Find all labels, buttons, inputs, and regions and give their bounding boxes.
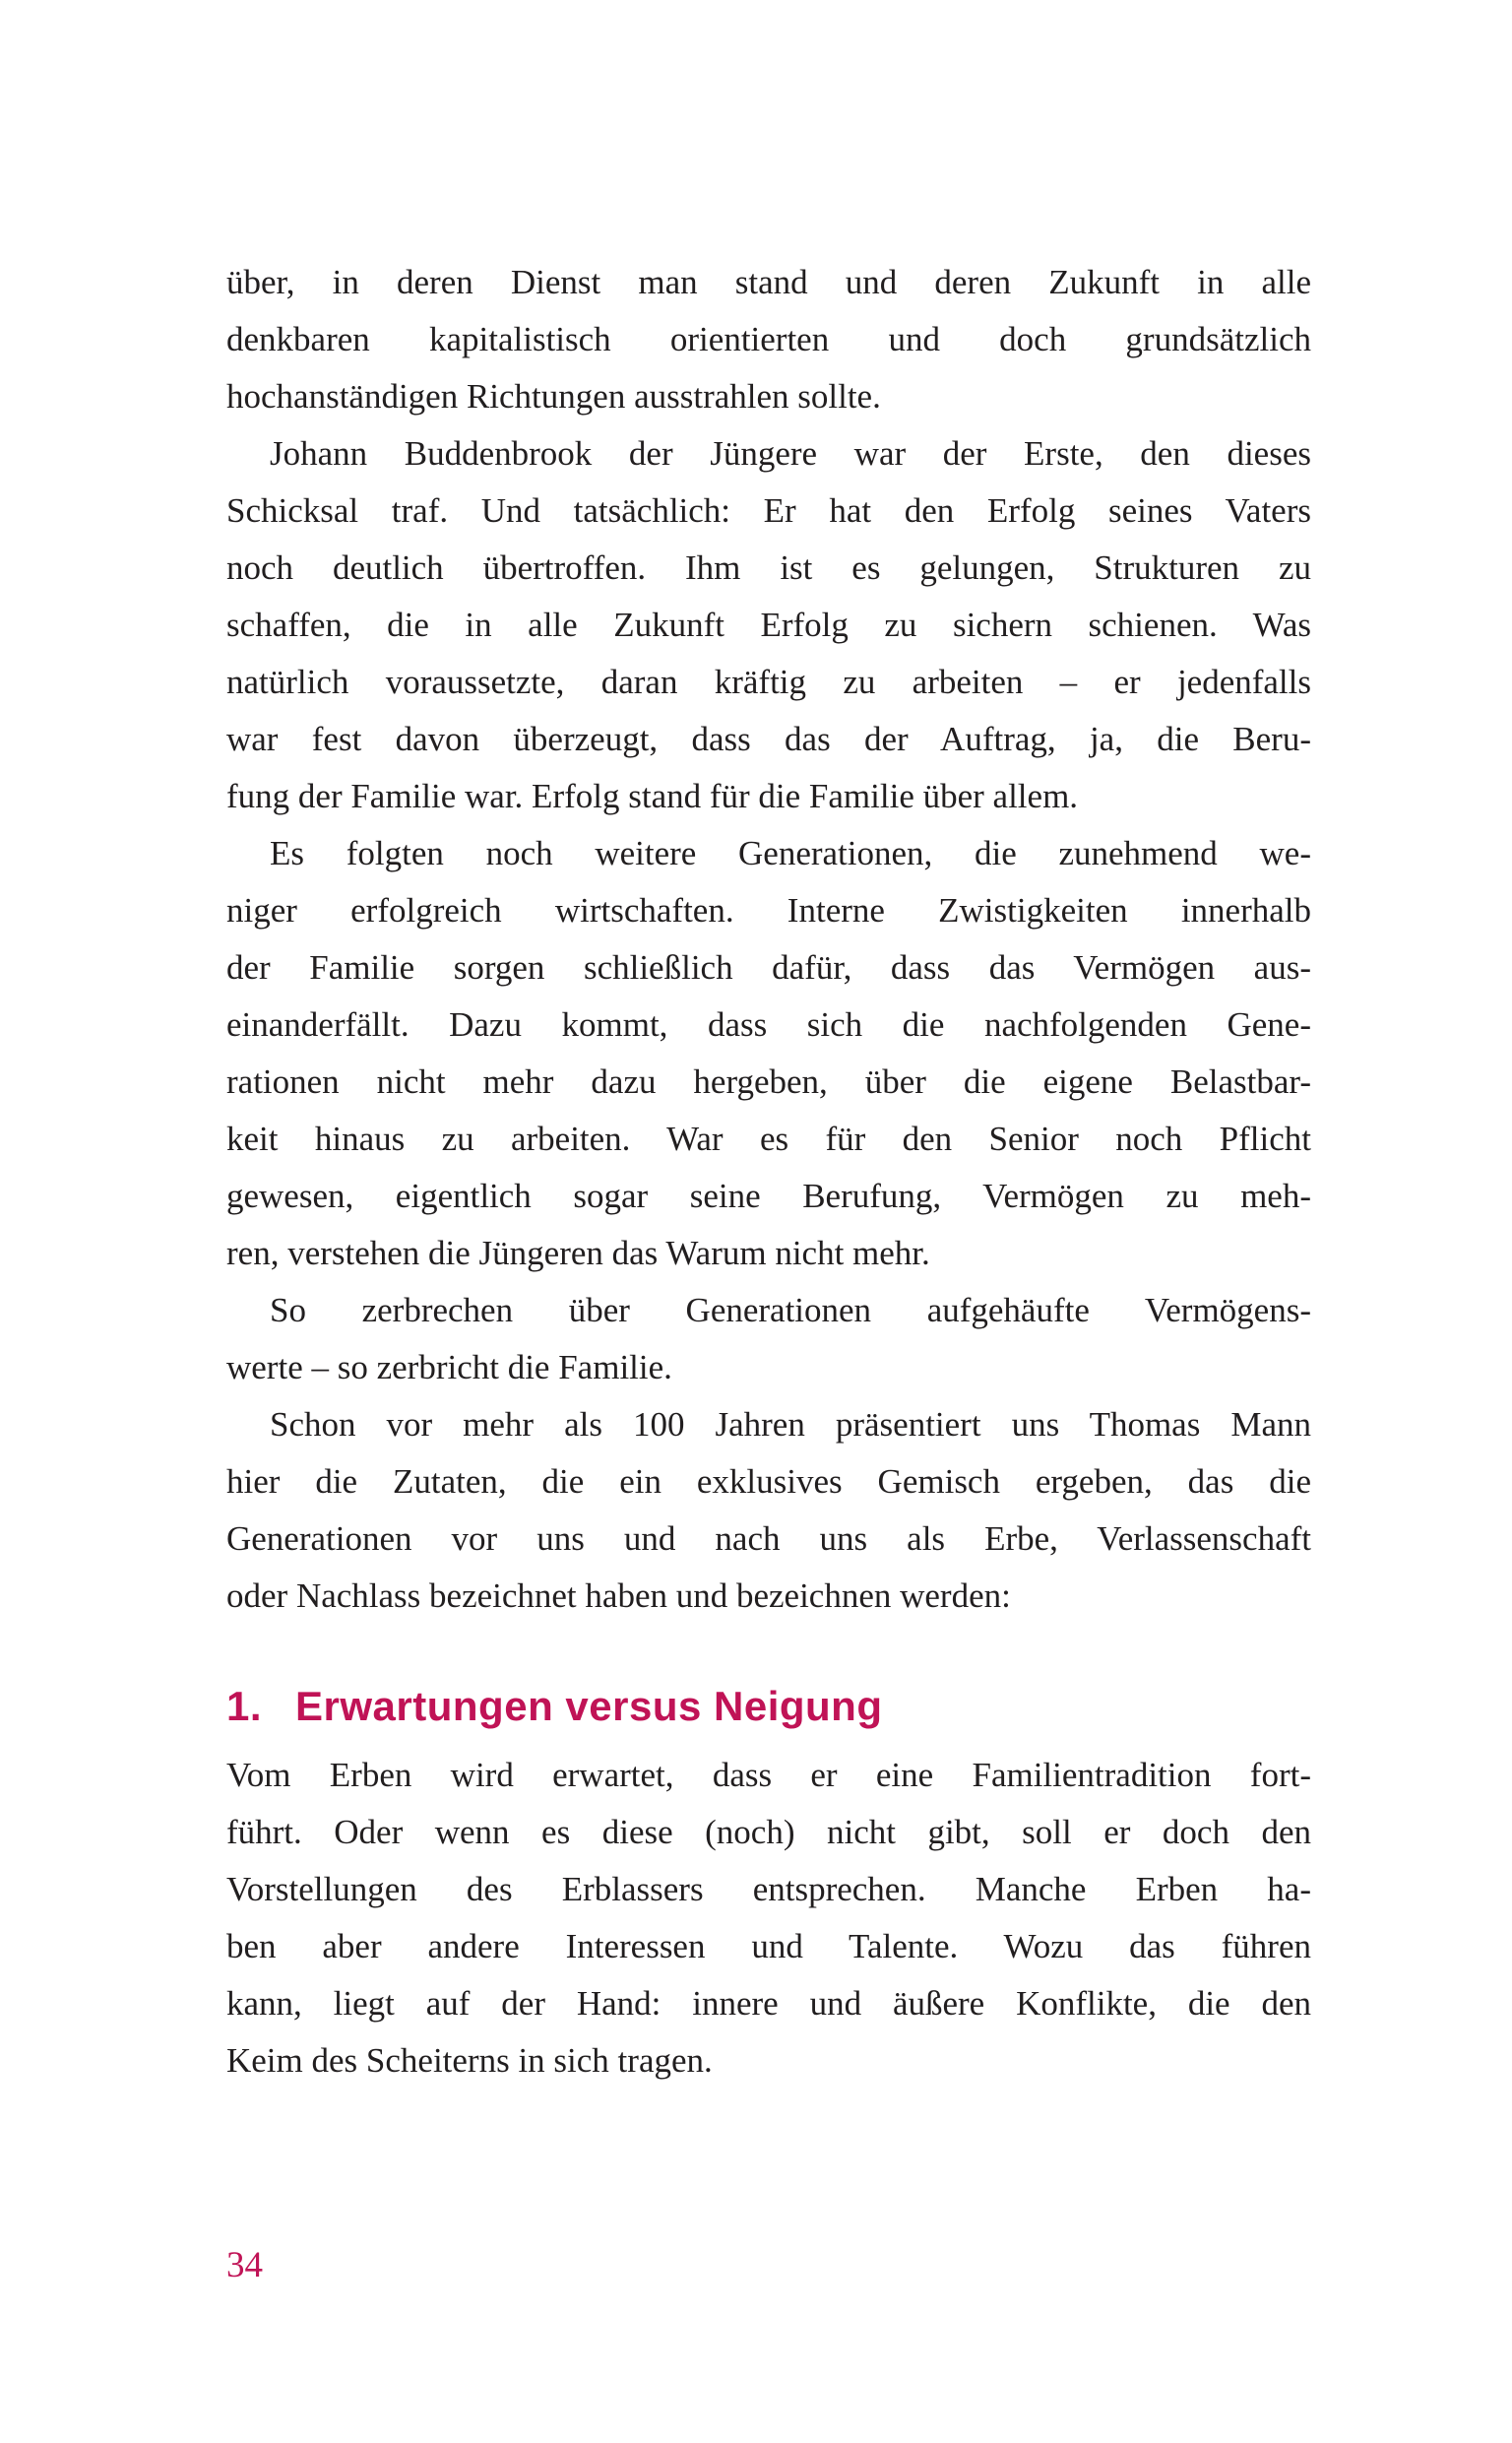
paragraph [226, 825, 1311, 1282]
text-line: oder Nachlass bezeichnet haben und bezeichnen werden: [226, 1576, 1011, 1615]
text-line: Keim des Scheiterns in sich tragen. [226, 2041, 713, 2080]
text-line: Vom Erben wird erwartet, dass er eine Familientradition fort- [226, 1756, 1311, 1794]
text-line: Schicksal traf. Und tatsächlich: Er hat den Erfolg seines Vaters [226, 491, 1311, 530]
text-line: führt. Oder wenn es diese (noch) nicht gibt, soll er doch den [226, 1813, 1311, 1851]
paragraph [226, 1396, 1311, 1625]
text-line: niger erfolgreich wirtschaften. Interne Zwistigkeiten innerhalb [226, 891, 1311, 930]
text-line: noch deutlich übertroffen. Ihm ist es gelungen, Strukturen zu [226, 548, 1311, 587]
text-line: Generationen vor uns und nach uns als Erbe, Verlassenschaft [226, 1519, 1311, 1558]
text-line: rationen nicht mehr dazu hergeben, über die eigene Belastbar- [226, 1062, 1311, 1101]
section-heading [226, 1678, 1311, 1735]
heading-text: Erwartungen versus Neigung [295, 1683, 883, 1729]
text-line: So zerbrechen über Generationen aufgehäufte Vermögens- [270, 1291, 1311, 1329]
text-line: Es folgten noch weitere Generationen, die zunehmend we- [270, 834, 1311, 872]
text-line: fung der Familie war. Erfolg stand für die Familie über allem. [226, 777, 1079, 815]
text-line: keit hinaus zu arbeiten. War es für den Senior noch Pflicht [226, 1120, 1311, 1158]
text-line: hier die Zutaten, die ein exklusives Gemisch ergeben, das die [226, 1462, 1311, 1501]
text-line: der Familie sorgen schließlich dafür, dass das Vermögen aus- [226, 948, 1311, 987]
paragraph [226, 1282, 1311, 1396]
text-column [226, 254, 1311, 2089]
paragraph [226, 1747, 1311, 2089]
text-line: war fest davon überzeugt, dass das der Auftrag, ja, die Beru- [226, 720, 1311, 758]
text-line: hochanständigen Richtungen ausstrahlen sollte. [226, 377, 881, 416]
text-line: Johann Buddenbrook der Jüngere war der Erste, den dieses [270, 434, 1311, 473]
text-line: ben aber andere Interessen und Talente. Wozu das führen [226, 1927, 1311, 1965]
text-line: werte – so zerbricht die Familie. [226, 1348, 672, 1386]
text-line: schaffen, die in alle Zukunft Erfolg zu sichern schienen. Was [226, 606, 1311, 644]
text-line: ren, verstehen die Jüngeren das Warum nicht mehr. [226, 1234, 930, 1272]
text-line: natürlich voraussetzte, daran kräftig zu arbeiten – er jedenfalls [226, 663, 1311, 701]
text-line: über, in deren Dienst man stand und deren Zukunft in alle [226, 263, 1311, 301]
text-line: Schon vor mehr als 100 Jahren präsentiert uns Thomas Mann [270, 1405, 1311, 1444]
text-line: kann, liegt auf der Hand: innere und äußere Konflikte, die den [226, 1984, 1311, 2023]
text-line: Vorstellungen des Erblassers entsprechen. Manche Erben ha- [226, 1870, 1311, 1908]
page-number: 34 [226, 2245, 263, 2285]
text-line: denkbaren kapitalistisch orientierten und doch grundsätzlich [226, 320, 1311, 358]
heading-number: 1. [226, 1683, 263, 1729]
text-line: einanderfällt. Dazu kommt, dass sich die nachfolgenden Gene- [226, 1005, 1311, 1044]
paragraph [226, 254, 1311, 425]
text-line: gewesen, eigentlich sogar seine Berufung, Vermögen zu meh- [226, 1177, 1311, 1215]
paragraph [226, 425, 1311, 825]
